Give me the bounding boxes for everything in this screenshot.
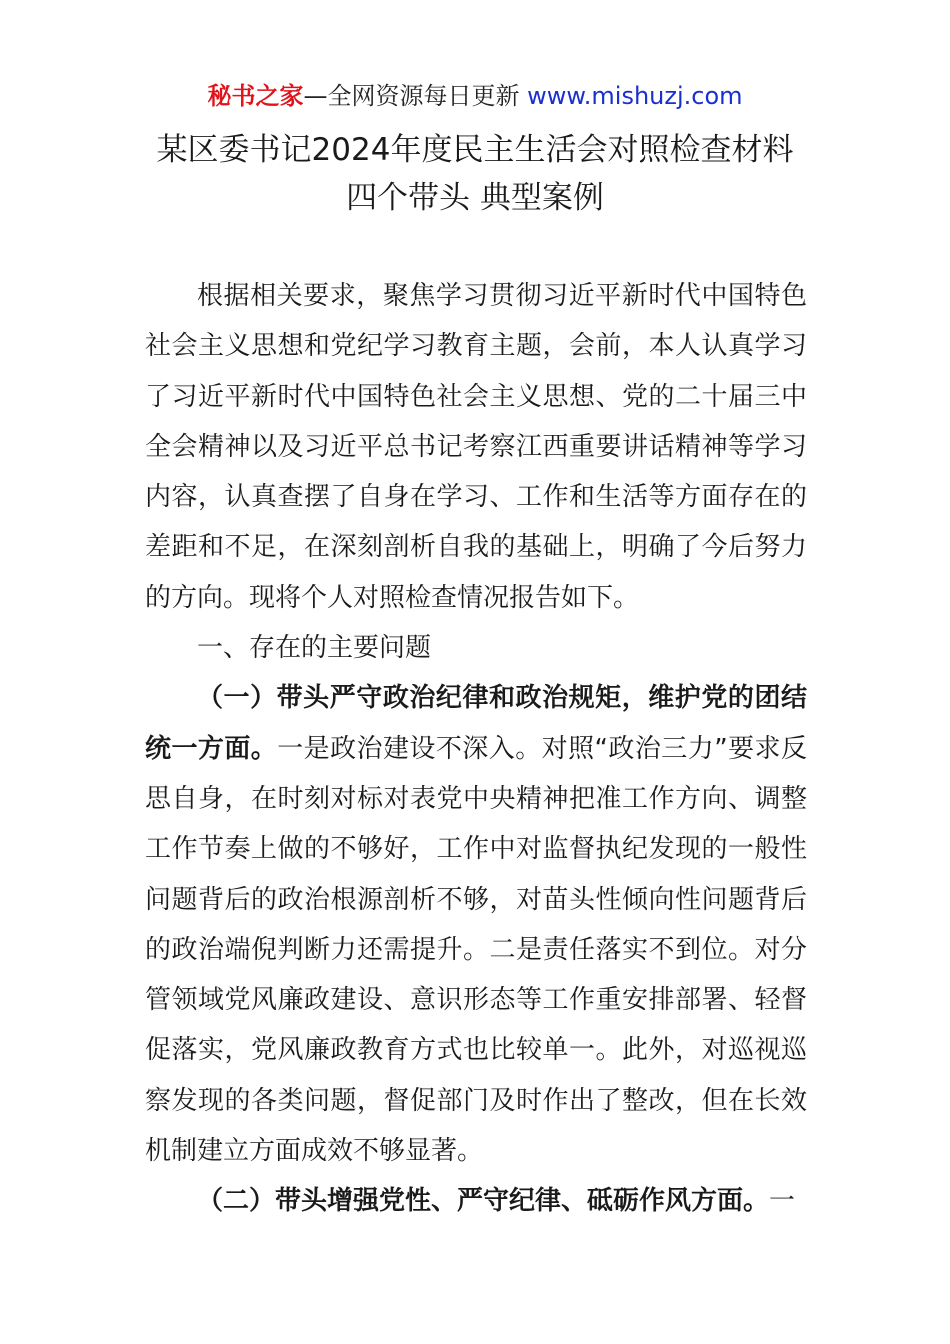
subsection-2-text: 一 [769, 1186, 796, 1217]
subsection-1-heading: （一）带头严守政治纪律和政治规矩，维护党的团结统一方面。 [145, 683, 807, 764]
brand-name: 秘书之家 [207, 82, 304, 110]
site-url[interactable]: www.mishuzj.com [527, 82, 743, 110]
document-title-line2: 四个带头 典型案例 [346, 180, 604, 216]
document-body [145, 271, 807, 1227]
document-title-line1: 某区委书记2024年度民主生活会对照检查材料 [156, 132, 794, 168]
subsection-2-paragraph [145, 1176, 807, 1226]
subsection-2-heading: （二）带头增强党性、严守纪律、砥砺作风方面。 [197, 1186, 770, 1217]
banner-slogan: —全网资源每日更新 [303, 82, 528, 110]
intro-paragraph: 根据相关要求，聚焦学习贯彻习近平新时代中国特色社会主义思想和党纪学习教育主题，会前，本人认真学习了习近平新时代中国特色社会主义思想、党的二十届三中全会精神以及习近平总书记考察江西重要讲话精神等学习内容，认真查摆了自身在学习、工作和生活等方面存在的差距和不足，在深刻剖析自我的基础上，明确了今后努力的方向。现将个人对照检查情况报告如下。 [145, 281, 807, 613]
section-heading: 一、存在的主要问题 [197, 633, 432, 664]
subsection-1-paragraph [145, 673, 807, 1176]
site-banner [0, 80, 950, 112]
subsection-1-text: 一是政治建设不深入。对照“政治三力”要求反思自身，在时刻对标对表党中央精神把准工作方向、调整工作节奏上做的不够好，工作中对监督执纪发现的一般性问题背后的政治根源剖析不够，对苗头性倾向性问题背后的政治端倪判断力还需提升。二是责任落实不到位。对分管领域党风廉政建设、意识形态等工作重安排部署、轻督促落实，党风廉政教育方式也比较单一。此外，对巡视巡察发现的各类问题，督促部门及时作出了整改，但在长效机制建立方面成效不够显著。 [145, 733, 807, 1167]
